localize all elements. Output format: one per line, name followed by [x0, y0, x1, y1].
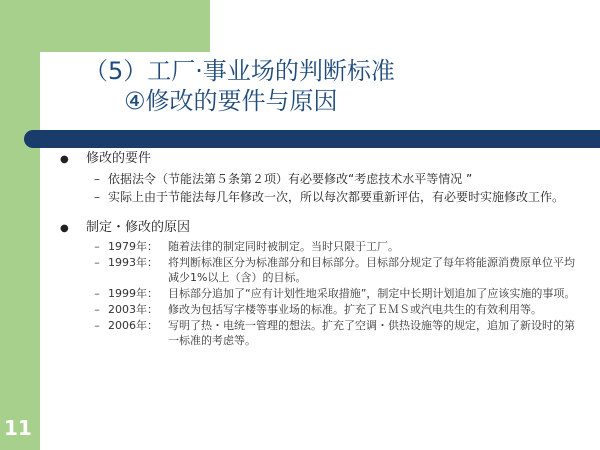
item-year: 2006年：: [108, 319, 158, 332]
list-item: [86, 239, 580, 254]
slide-title: [84, 56, 395, 116]
section-title: [60, 150, 580, 169]
slide-content: [60, 150, 580, 348]
item-year: 1979年：: [108, 240, 158, 253]
list-item: [86, 255, 580, 285]
section-reasons: [60, 219, 580, 348]
section-title: [60, 219, 580, 238]
item-text: 实际上由于节能法每几年修改一次，所以每次都要重新评估，有必要时实施修改工作。: [108, 190, 565, 204]
bullet-icon: ●: [60, 223, 69, 234]
page-number: 11: [4, 416, 32, 440]
item-year: 2003年：: [108, 303, 158, 316]
dash-icon: –: [94, 190, 100, 204]
item-year: 1993年：: [108, 256, 158, 269]
list-item: [86, 171, 580, 187]
left-decor-band: [0, 0, 40, 450]
list-item: [86, 318, 580, 348]
item-text: 将判断标准区分为标准部分和目标部分。目标部分规定了每年将能源消费原单位平均减少1%以上（含）的目标。: [168, 256, 575, 284]
section-title-text: 修改的要件: [86, 151, 152, 166]
title-line-2: ④修改的要件与原因: [124, 87, 338, 115]
item-year: 1999年：: [108, 287, 158, 300]
item-text: 随着法律的制定同时被制定。当时只限于工厂。: [168, 240, 399, 253]
item-text: 目标部分追加了“应有计划性地采取措施”，制定中长期计划追加了应该实施的事项。: [168, 287, 576, 300]
dash-icon: –: [94, 319, 100, 332]
item-text: 修改为包括写字楼等事业场的标准。扩充了ＥＭＳ或汽电共生的有效利用等。: [168, 303, 542, 316]
section-title-text: 制定・修改的原因: [86, 220, 191, 235]
bullet-icon: ●: [60, 154, 69, 165]
dash-icon: –: [94, 240, 100, 253]
list-item: [86, 286, 580, 301]
dash-icon: –: [94, 303, 100, 316]
list-item: [86, 302, 580, 317]
dash-icon: –: [94, 172, 100, 186]
title-divider-bar: [24, 130, 600, 148]
title-line-1: （5）工厂·事业场的判断标准: [84, 57, 395, 85]
top-decor-band: [40, 0, 210, 52]
item-text: 依据法令（节能法第５条第２项）有必要修改“考虑技术水平等情况 ”: [108, 172, 473, 186]
list-item: [86, 189, 580, 205]
item-text: 写明了热・电统一管理的想法。扩充了空调・供热设施等的规定，追加了新设时的第一标准的考虑等。: [168, 319, 575, 347]
section-requirements: [60, 150, 580, 205]
dash-icon: –: [94, 256, 100, 269]
dash-icon: –: [94, 287, 100, 300]
